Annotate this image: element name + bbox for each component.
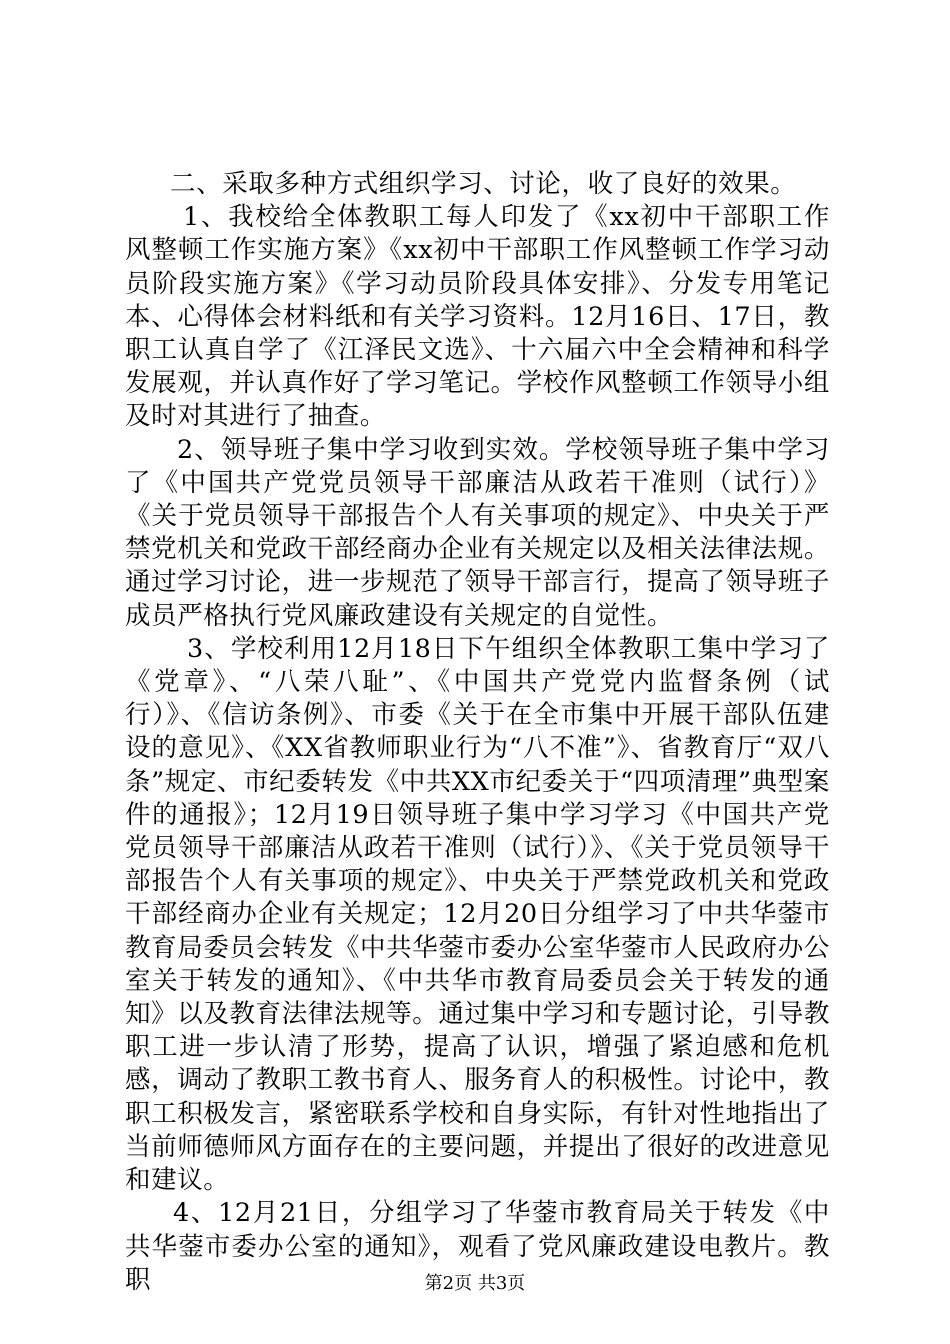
- paragraph-4: 4、12月21日，分组学习了华蓥市教育局关于转发《中共华蓥市委办公室的通知》，观看了党风廉政建设电教片。教职: [125, 1198, 830, 1295]
- section-heading: 二、采取多种方式组织学习、讨论，收了良好的效果。: [170, 169, 797, 199]
- paragraph-3: 3、学校利用12月18日下午组织全体教职工集中学习了《党章》、“八荣八耻”、《中国共产党党内监督条例（试行）》、《信访条例》、市委《关于在全市集中开展干部队伍建设的意见》、《XX省教师职业行为“八不准”》、省教育厅“双八条”规定、市纪委转发《中共XX市纪委关于“四项清理”典型案件的通报》；12月19日领导班子集中学习学习《中国共产党党员领导干部廉洁从政若干准则（试行）》、《关于党员领导干部报告个人有关事项的规定》、中央关于严禁党政机关和党政干部经商办企业有关规定；12月20日分组学习了中共华蓥市教育局委员会转发《中共华蓥市委办公室华蓥市人民政府办公室关于转发的通知》、《中共华市教育局委员会关于转发的通知》以及教育法律法规等。通过集中学习和专题讨论，引导教职工进一步认清了形势，提高了认识，增强了紧迫感和危机感，调动了教职工教书育人、服务育人的积极性。讨论中，教职工积极发言，紧密联系学校和自身实际，有针对性地指出了当前师德师风方面存在的主要问题，并提出了很好的改进意见和建议。: [125, 633, 830, 1196]
- paragraph-1: 1、我校给全体教职工每人印发了《xx初中干部职工作风整顿工作实施方案》《xx初中干部职工作风整顿工作学习动员阶段实施方案》《学习动员阶段具体安排》、分发专用笔记本、心得体会材料纸和有关学习资料。12月16日、17日，教职工认真自学了《江泽民文选》、十六届六中全会精神和科学发展观，并认真作好了学习笔记。学校作风整顿工作领导小组及时对其进行了抽查。: [125, 202, 830, 432]
- page-number-footer: 第2页 共3页: [424, 1273, 526, 1294]
- paragraph-2: 2、领导班子集中学习收到实效。学校领导班子集中学习了《中国共产党党员领导干部廉洁从政若干准则（试行）》《关于党员领导干部报告个人有关事项的规定》、中央关于严禁党机关和党政干部经商办企业有关规定以及相关法律法规。通过学习讨论，进一步规范了领导干部言行，提高了领导班子成员严格执行党风廉政建设有关规定的自觉性。: [125, 434, 830, 631]
- document-body: [125, 168, 830, 1297]
